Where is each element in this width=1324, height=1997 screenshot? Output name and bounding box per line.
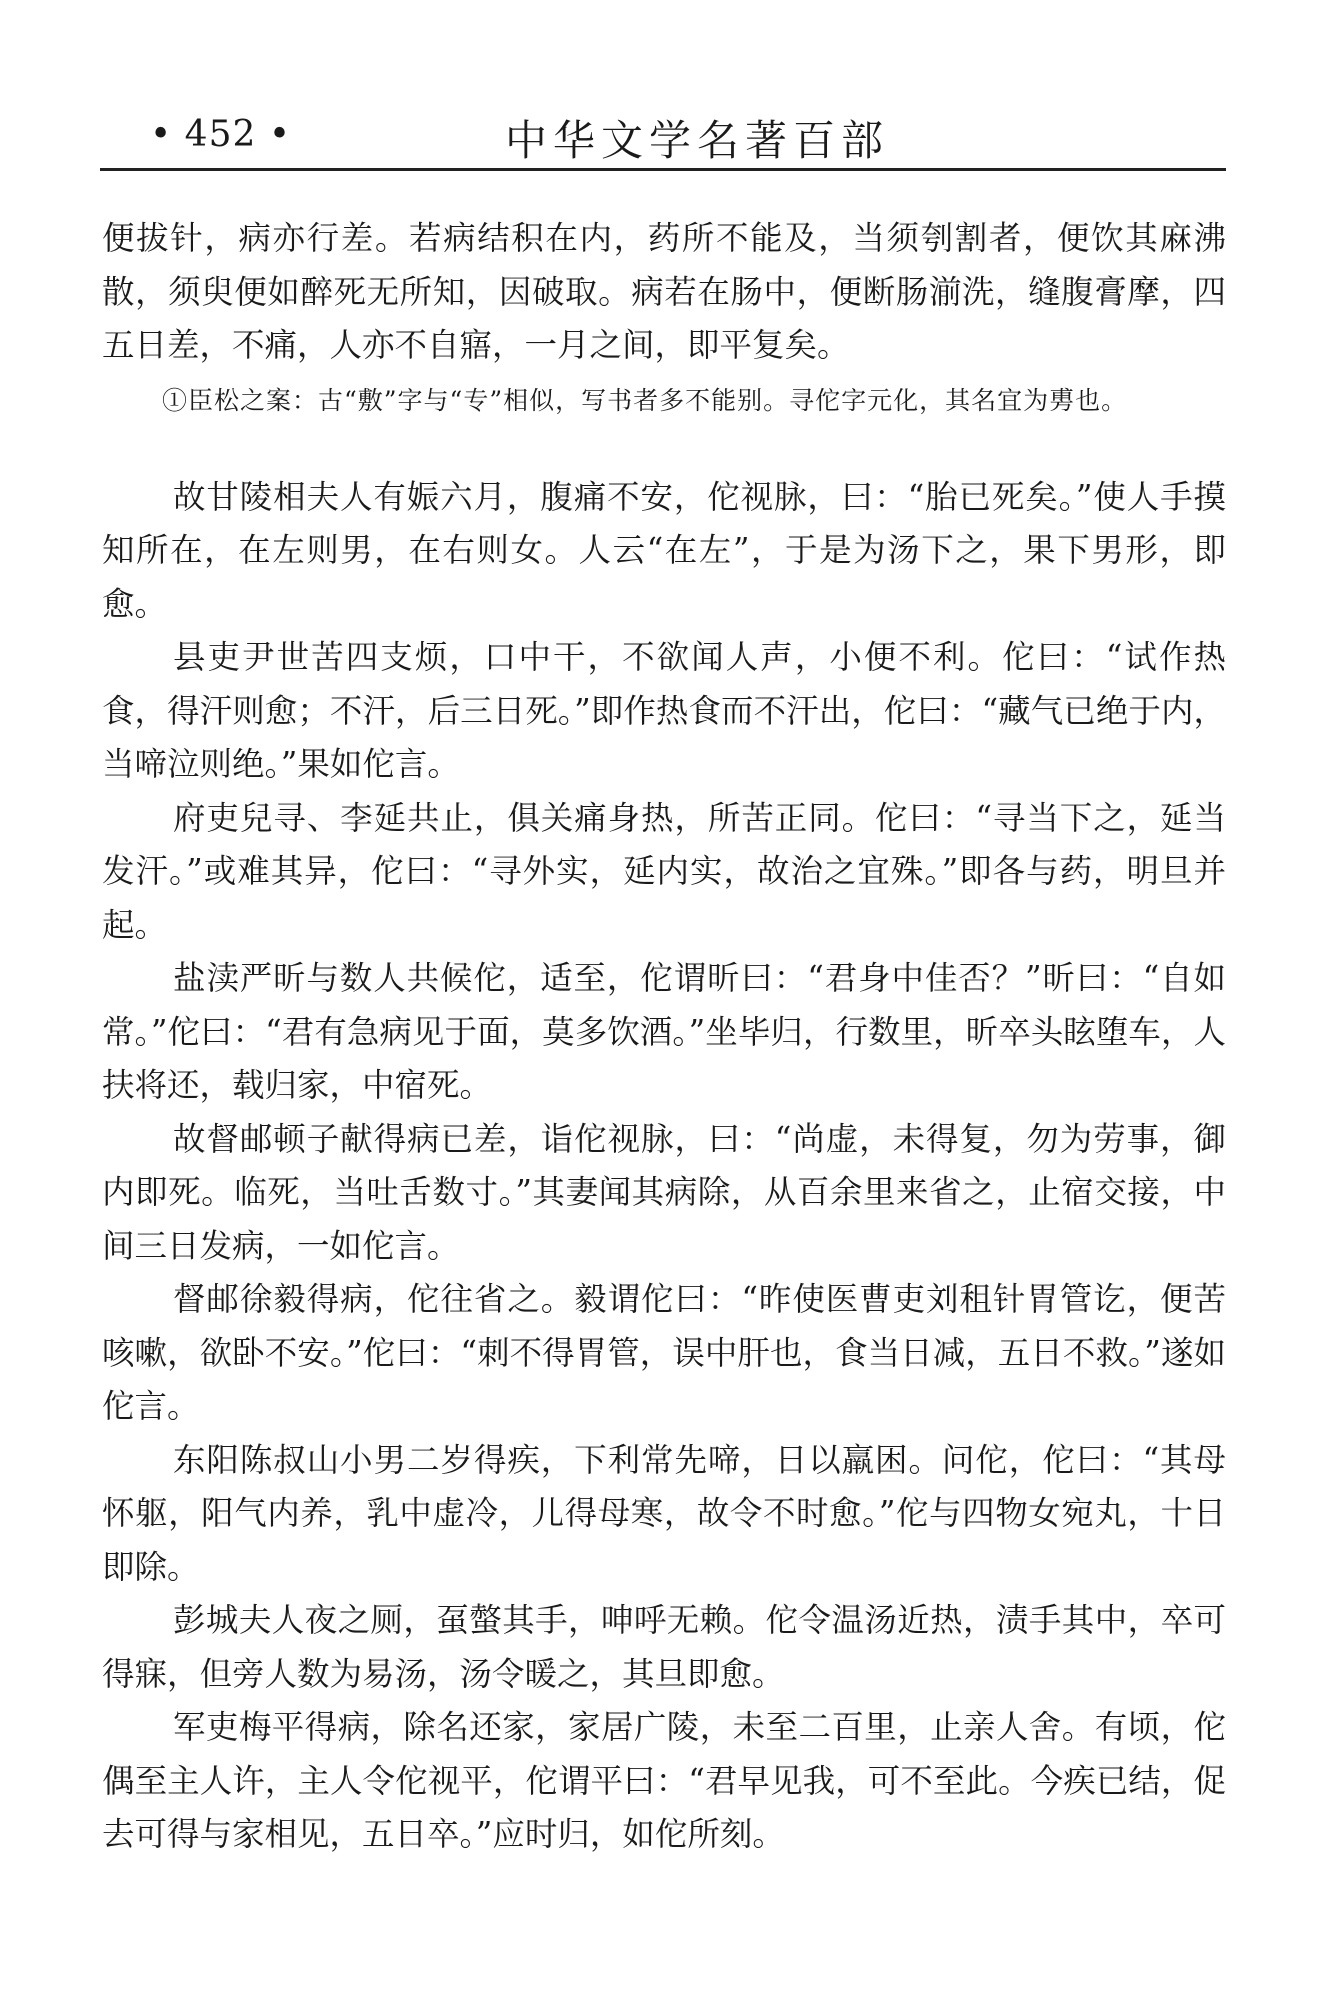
book-title: 中华文学名著百部 — [505, 116, 890, 165]
paragraph: 彭城夫人夜之厕，虿螫其手，呻呼无赖。佗令温汤近热，渍手其中，卒可得寐，但旁人数为易汤，汤令暖之，其旦即愈。 — [102, 1601, 1226, 1693]
paragraph: 督邮徐毅得病，佗往省之。毅谓佗曰：“昨使医曹吏刘租针胃管讫，便苦咳嗽，欲卧不安。”佗曰：“刺不得胃管，误中肝也，食当日减，五日不救。”遂如佗言。 — [102, 1280, 1226, 1425]
paragraph: 故甘陵相夫人有娠六月，腹痛不安，佗视脉，曰：“胎已死矣。”使人手摸知所在，在左则男，在右则女。人云“在左”，于是为汤下之，果下男形，即愈。 — [102, 477, 1226, 623]
header-rule — [100, 168, 1226, 171]
page-number: • 452 • — [150, 114, 292, 155]
page-header — [100, 108, 1226, 168]
paragraph: 盐渎严昕与数人共候佗，适至，佗谓昕曰：“君身中佳否？”昕曰：“自如常。”佗曰：“君有急病见于面，莫多饮酒。”坐毕归，行数里，昕卒头眩堕车，人扶将还，载归家，中宿死。 — [102, 959, 1226, 1104]
page-body — [102, 212, 1226, 1862]
footnote: ①臣松之案：古“敷”字与“专”相似，写书者多不能别。寻佗字元化，其名宜为旉也。 — [162, 385, 1128, 415]
paragraph: 东阳陈叔山小男二岁得疾，下利常先啼，日以羸困。问佗，佗曰：“其母怀躯，阳气内养，乳中虚冷，儿得母寒，故令不时愈。”佗与四物女宛丸，十日即除。 — [102, 1440, 1226, 1586]
paragraph: 故督邮顿子献得病已差，诣佗视脉，曰：“尚虚，未得复，勿为劳事，御内即死。临死，当吐舌数寸。”其妻闻其病除，从百余里来省之，止宿交接，中间三日发病，一如佗言。 — [102, 1119, 1226, 1265]
paragraph: 军吏梅平得病，除名还家，家居广陵，未至二百里，止亲人舍。有顷，佗偶至主人许，主人令佗视平，佗谓平曰：“君早见我，可不至此。今疾已结，促去可得与家相见，五日卒。”应时归，如佗所刻。 — [102, 1708, 1226, 1853]
paragraph-continued: 便拔针，病亦行差。若病结积在内，药所不能及，当须刳割者，便饮其麻沸散，须臾便如醉死无所知，因破取。病若在肠中，便断肠湔洗，缝腹膏摩，四五日差，不痛，人亦不自寤，一月之间，即平复矣。 — [102, 219, 1226, 364]
paragraph: 府吏兒寻、李延共止，俱关痛身热，所苦正同。佗曰：“寻当下之，延当发汗。”或难其异，佗曰：“寻外实，延内实，故治之宜殊。”即各与药，明旦并起。 — [102, 798, 1226, 944]
section-gap — [102, 428, 1226, 471]
paragraph: 县吏尹世苦四支烦，口中干，不欲闻人声，小便不利。佗曰：“试作热食，得汗则愈；不汗，后三日死。”即作热食而不汗出，佗曰：“藏气已绝于内，当啼泣则绝。”果如佗言。 — [102, 638, 1226, 783]
